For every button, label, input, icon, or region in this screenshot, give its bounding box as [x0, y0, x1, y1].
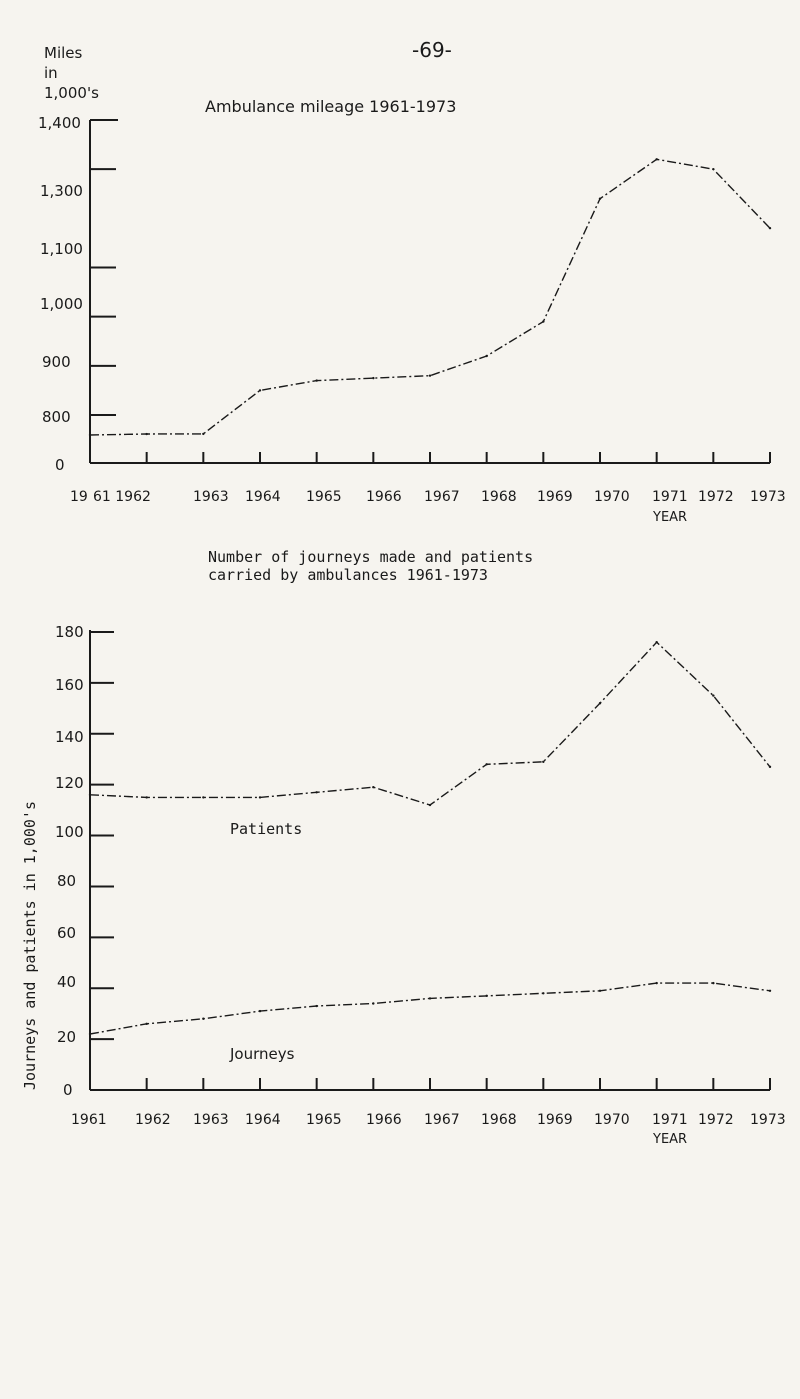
chart1-data-point	[599, 197, 601, 199]
chart2-data-point	[89, 794, 91, 796]
chart1-ytick-label: 1,400	[38, 114, 81, 132]
chart1-data-point	[485, 355, 487, 357]
chart1-series-line	[90, 159, 770, 435]
chart2-data-point	[372, 1002, 374, 1004]
chart1-ytick-label: 900	[42, 353, 71, 371]
chart2-data-point	[712, 982, 714, 984]
chart1-xtick-label: 1966	[366, 489, 402, 505]
chart2-ytick-label: 100	[55, 823, 84, 841]
chart1-xtick-label: 1963	[193, 489, 229, 505]
chart1-data-point	[429, 374, 431, 376]
chart2-data-point	[599, 702, 601, 704]
chart1-xtick-label: 1969	[537, 489, 573, 505]
chart2-data-point	[485, 763, 487, 765]
chart1-ytick-label: 0	[55, 456, 65, 474]
chart2-xtick-label: 1970	[594, 1112, 630, 1128]
chart2-data-point	[599, 990, 601, 992]
chart1-data-point	[372, 377, 374, 379]
chart2-ytick-label: 60	[57, 924, 77, 942]
chart1-xtick-label: 1972	[698, 489, 734, 505]
chart1-xtick-label: 1970	[594, 489, 630, 505]
chart2-data-point	[655, 641, 657, 643]
chart2-xtick-label: 1969	[537, 1112, 573, 1128]
chart1-data-point	[315, 379, 317, 381]
chart2-xtick-label: 1973	[750, 1112, 786, 1128]
chart2-xtick-label: 1963	[193, 1112, 229, 1128]
chart2-xtick-label: 1968	[481, 1112, 517, 1128]
chart1-ytick-label: 1,000	[40, 295, 83, 313]
chart2-data-point	[429, 997, 431, 999]
journeys-series-label: Journeys	[230, 1045, 295, 1063]
chart2-data-point	[145, 796, 147, 798]
chart1-title: Ambulance mileage 1961-1973	[205, 97, 457, 116]
chart2-xtick-label: 1967	[424, 1112, 460, 1128]
chart1-xtick-label: 1967	[424, 489, 460, 505]
chart1-xtick-label: 1965	[306, 489, 342, 505]
chart1-xtick-label: 1964	[245, 489, 281, 505]
chart2-xtick-label: 1966	[366, 1112, 402, 1128]
chart2-data-point	[429, 804, 431, 806]
chart2-ytick-label: 0	[63, 1081, 73, 1099]
chart1-data-point	[542, 320, 544, 322]
chart2-data-point	[259, 796, 261, 798]
chart1-data-point	[89, 434, 91, 436]
chart2-data-point	[372, 786, 374, 788]
chart2-xlabel: YEAR	[653, 1132, 688, 1147]
chart2-data-point	[485, 995, 487, 997]
chart2-data-point	[202, 796, 204, 798]
chart1-data-point	[202, 433, 204, 435]
chart1-data-point	[655, 158, 657, 160]
chart1-ylabel-line-2: in	[44, 64, 58, 82]
chart1-ylabel-line-3: 1,000's	[44, 84, 99, 102]
chart1-ytick-label: 1,100	[40, 240, 83, 258]
chart2-ytick-label: 40	[57, 973, 77, 991]
chart2-data-point	[89, 1033, 91, 1035]
patients-series-label: Patients	[230, 820, 303, 838]
chart2-xtick-label: 1961	[71, 1112, 107, 1128]
chart1-xtick-label: 19	[70, 489, 88, 505]
chart2-ytick-label: 180	[55, 623, 84, 641]
chart2-xtick-label: 1971	[652, 1112, 688, 1128]
chart2-data-point	[202, 1018, 204, 1020]
chart2-data-point	[259, 1010, 261, 1012]
chart2-xtick-label: 1964	[245, 1112, 281, 1128]
chart2-data-point	[315, 791, 317, 793]
chart1-xtick-label: 61 1962	[93, 489, 151, 505]
chart2-data-point	[315, 1005, 317, 1007]
chart2-data-point	[769, 990, 771, 992]
chart2-title: Number of journeys made and patients carried by ambulances 1961-1973	[208, 548, 534, 584]
chart2-ytick-label: 20	[57, 1028, 77, 1046]
chart1-data-point	[712, 168, 714, 170]
chart2-series-line-journeys	[90, 983, 770, 1034]
chart2-xtick-label: 1965	[306, 1112, 342, 1128]
chart2-data-point	[145, 1023, 147, 1025]
chart1-xtick-label: 1973	[750, 489, 786, 505]
chart1-ylabel-line-1: Miles	[44, 44, 83, 62]
chart1-xtick-label: 1968	[481, 489, 517, 505]
chart2-ylabel: Journeys and patients in 1,000's	[21, 801, 39, 1090]
chart2-data-point	[712, 694, 714, 696]
chart1-data-point	[259, 389, 261, 391]
chart2-ytick-label: 140	[55, 728, 84, 746]
chart2-ytick-label: 160	[55, 676, 84, 694]
chart2-xtick-label: 1972	[698, 1112, 734, 1128]
chart1-xlabel: YEAR	[653, 510, 688, 525]
chart2-xtick-label: 1962	[135, 1112, 171, 1128]
chart2-ytick-label: 120	[55, 774, 84, 792]
page-number: -69-	[412, 38, 452, 62]
chart2-data-point	[655, 982, 657, 984]
chart2-ytick-label: 80	[57, 872, 77, 890]
chart1-data-point	[769, 227, 771, 229]
chart2-data-point	[542, 992, 544, 994]
chart1-ytick-label: 1,300	[40, 182, 83, 200]
chart1-ytick-label: 800	[42, 408, 71, 426]
chart1-data-point	[145, 433, 147, 435]
chart1-xtick-label: 1971	[652, 489, 688, 505]
chart2-data-point	[542, 761, 544, 763]
chart2-series-line-patients	[90, 642, 770, 805]
chart2-data-point	[769, 766, 771, 768]
